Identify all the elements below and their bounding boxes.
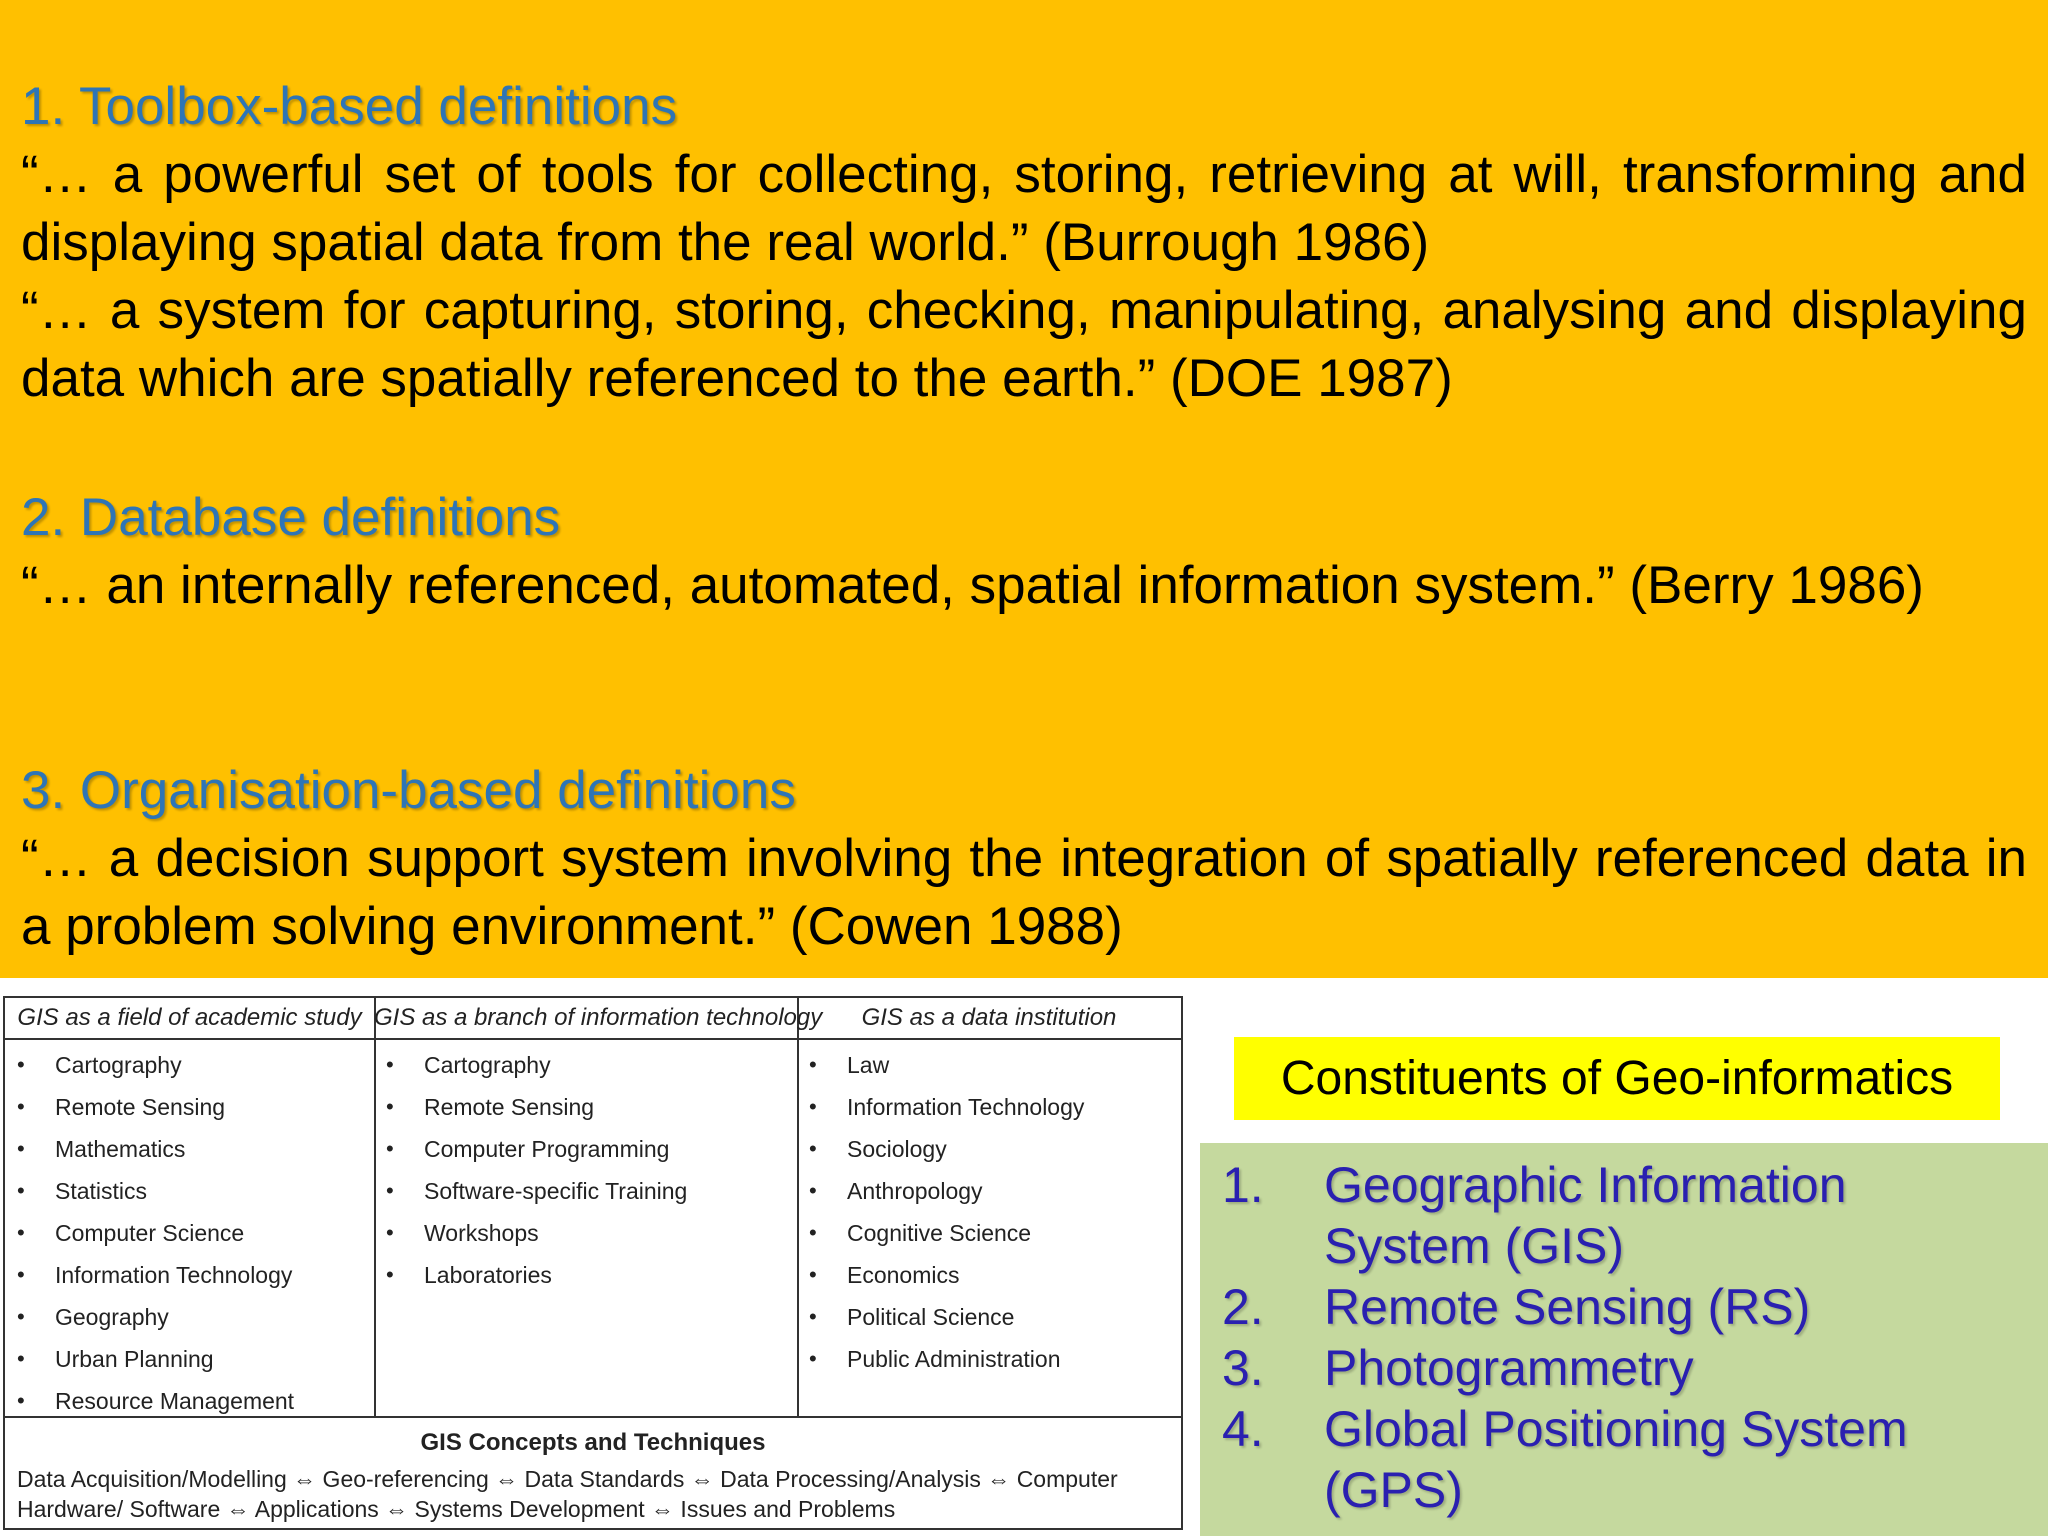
list-item: • Remote Sensing [5,1086,374,1128]
definition-quote: “… a decision support system involving the integration of spatially referenced data in a problem solving environment.” (Cowen 1988) [21,829,2027,956]
definition-quote: “… a system for capturing, storing, checking, manipulating, analysing and displaying data which are spatially referenced to the earth.” (DOE 1987) [21,281,2027,408]
list-item: • Anthropology [797,1170,1181,1212]
definition-quote: “… a powerful set of tools for collecting, storing, retrieving at will, transforming and displaying spatial data from the real world.” (Burrough 1986) [21,145,2027,272]
constituents-label: Constituents of Geo-informatics [1234,1037,2000,1120]
constituents-list [1200,1143,2048,1521]
list-item: • Public Administration [797,1338,1181,1380]
list-item: • Cartography [374,1044,797,1086]
constituents-box [1200,1143,2048,1536]
list-item: • Remote Sensing [374,1086,797,1128]
organisation-definitions-section [21,757,2027,961]
item-text: Photogrammetry [1324,1340,1694,1396]
item-number: 2. [1222,1279,1264,1335]
table-column-academic [5,998,376,1416]
item-number: 1. [1222,1157,1264,1213]
database-definitions-section [21,484,2027,620]
list-item: • Software-specific Training [374,1170,797,1212]
list-item: • Information Technology [797,1086,1181,1128]
gis-perspectives-table [3,996,1183,1530]
item-text: Geographic Information System (GIS) [1324,1157,1847,1274]
table-column-header: GIS as a field of academic study [5,998,374,1040]
definition-quote: “… an internally referenced, automated, spatial information system.” (Berry 1986) [21,556,1924,615]
list-item: • Statistics [5,1170,374,1212]
list-item: • Geography [5,1296,374,1338]
list-item: • Resource Management [5,1380,374,1422]
list-item: • Economics [797,1254,1181,1296]
item-text: Remote Sensing (RS) [1324,1279,1811,1335]
constituent-item [1200,1277,2004,1338]
list-item: • Cartography [5,1044,374,1086]
constituent-item [1200,1155,2004,1277]
table-column-header: GIS as a branch of information technology [374,998,797,1040]
list-item: • Workshops [374,1212,797,1254]
item-number: 4. [1222,1401,1264,1457]
table-column-information-technology [374,998,823,1416]
list-item: • Computer Programming [374,1128,797,1170]
item-text: Global Positioning System (GPS) [1324,1401,1908,1518]
list-item: • Cognitive Science [797,1212,1181,1254]
list-item: • Laboratories [374,1254,797,1296]
list-item: • Urban Planning [5,1338,374,1380]
list-item: • Sociology [797,1128,1181,1170]
table-column-data-institution [797,998,1181,1416]
concepts-row [5,1416,1181,1530]
concepts-title: GIS Concepts and Techniques [420,1429,766,1456]
constituent-item [1200,1338,2004,1399]
item-number: 3. [1222,1340,1264,1396]
constituent-item [1200,1399,2004,1521]
concepts-text: Data Acquisition/Modelling ⇔ Geo-referencing ⇔ Data Standards ⇔ Data Processing/Analysis ⇔ Computer Hardware/ Software ⇔ Applications ⇔ Systems Development ⇔ Issues and Problems [17,1466,1118,1522]
table-column-header: GIS as a data institution [797,998,1181,1040]
list-item: • Law [797,1044,1181,1086]
list-item: • Mathematics [5,1128,374,1170]
section-heading: 3. Organisation-based definitions [21,761,796,820]
section-heading: 1. Toolbox-based definitions [21,77,678,136]
list-item: • Political Science [797,1296,1181,1338]
list-item: • Information Technology [5,1254,374,1296]
toolbox-definitions-section [21,73,2027,413]
section-heading: 2. Database definitions [21,488,561,547]
list-item: • Computer Science [5,1212,374,1254]
